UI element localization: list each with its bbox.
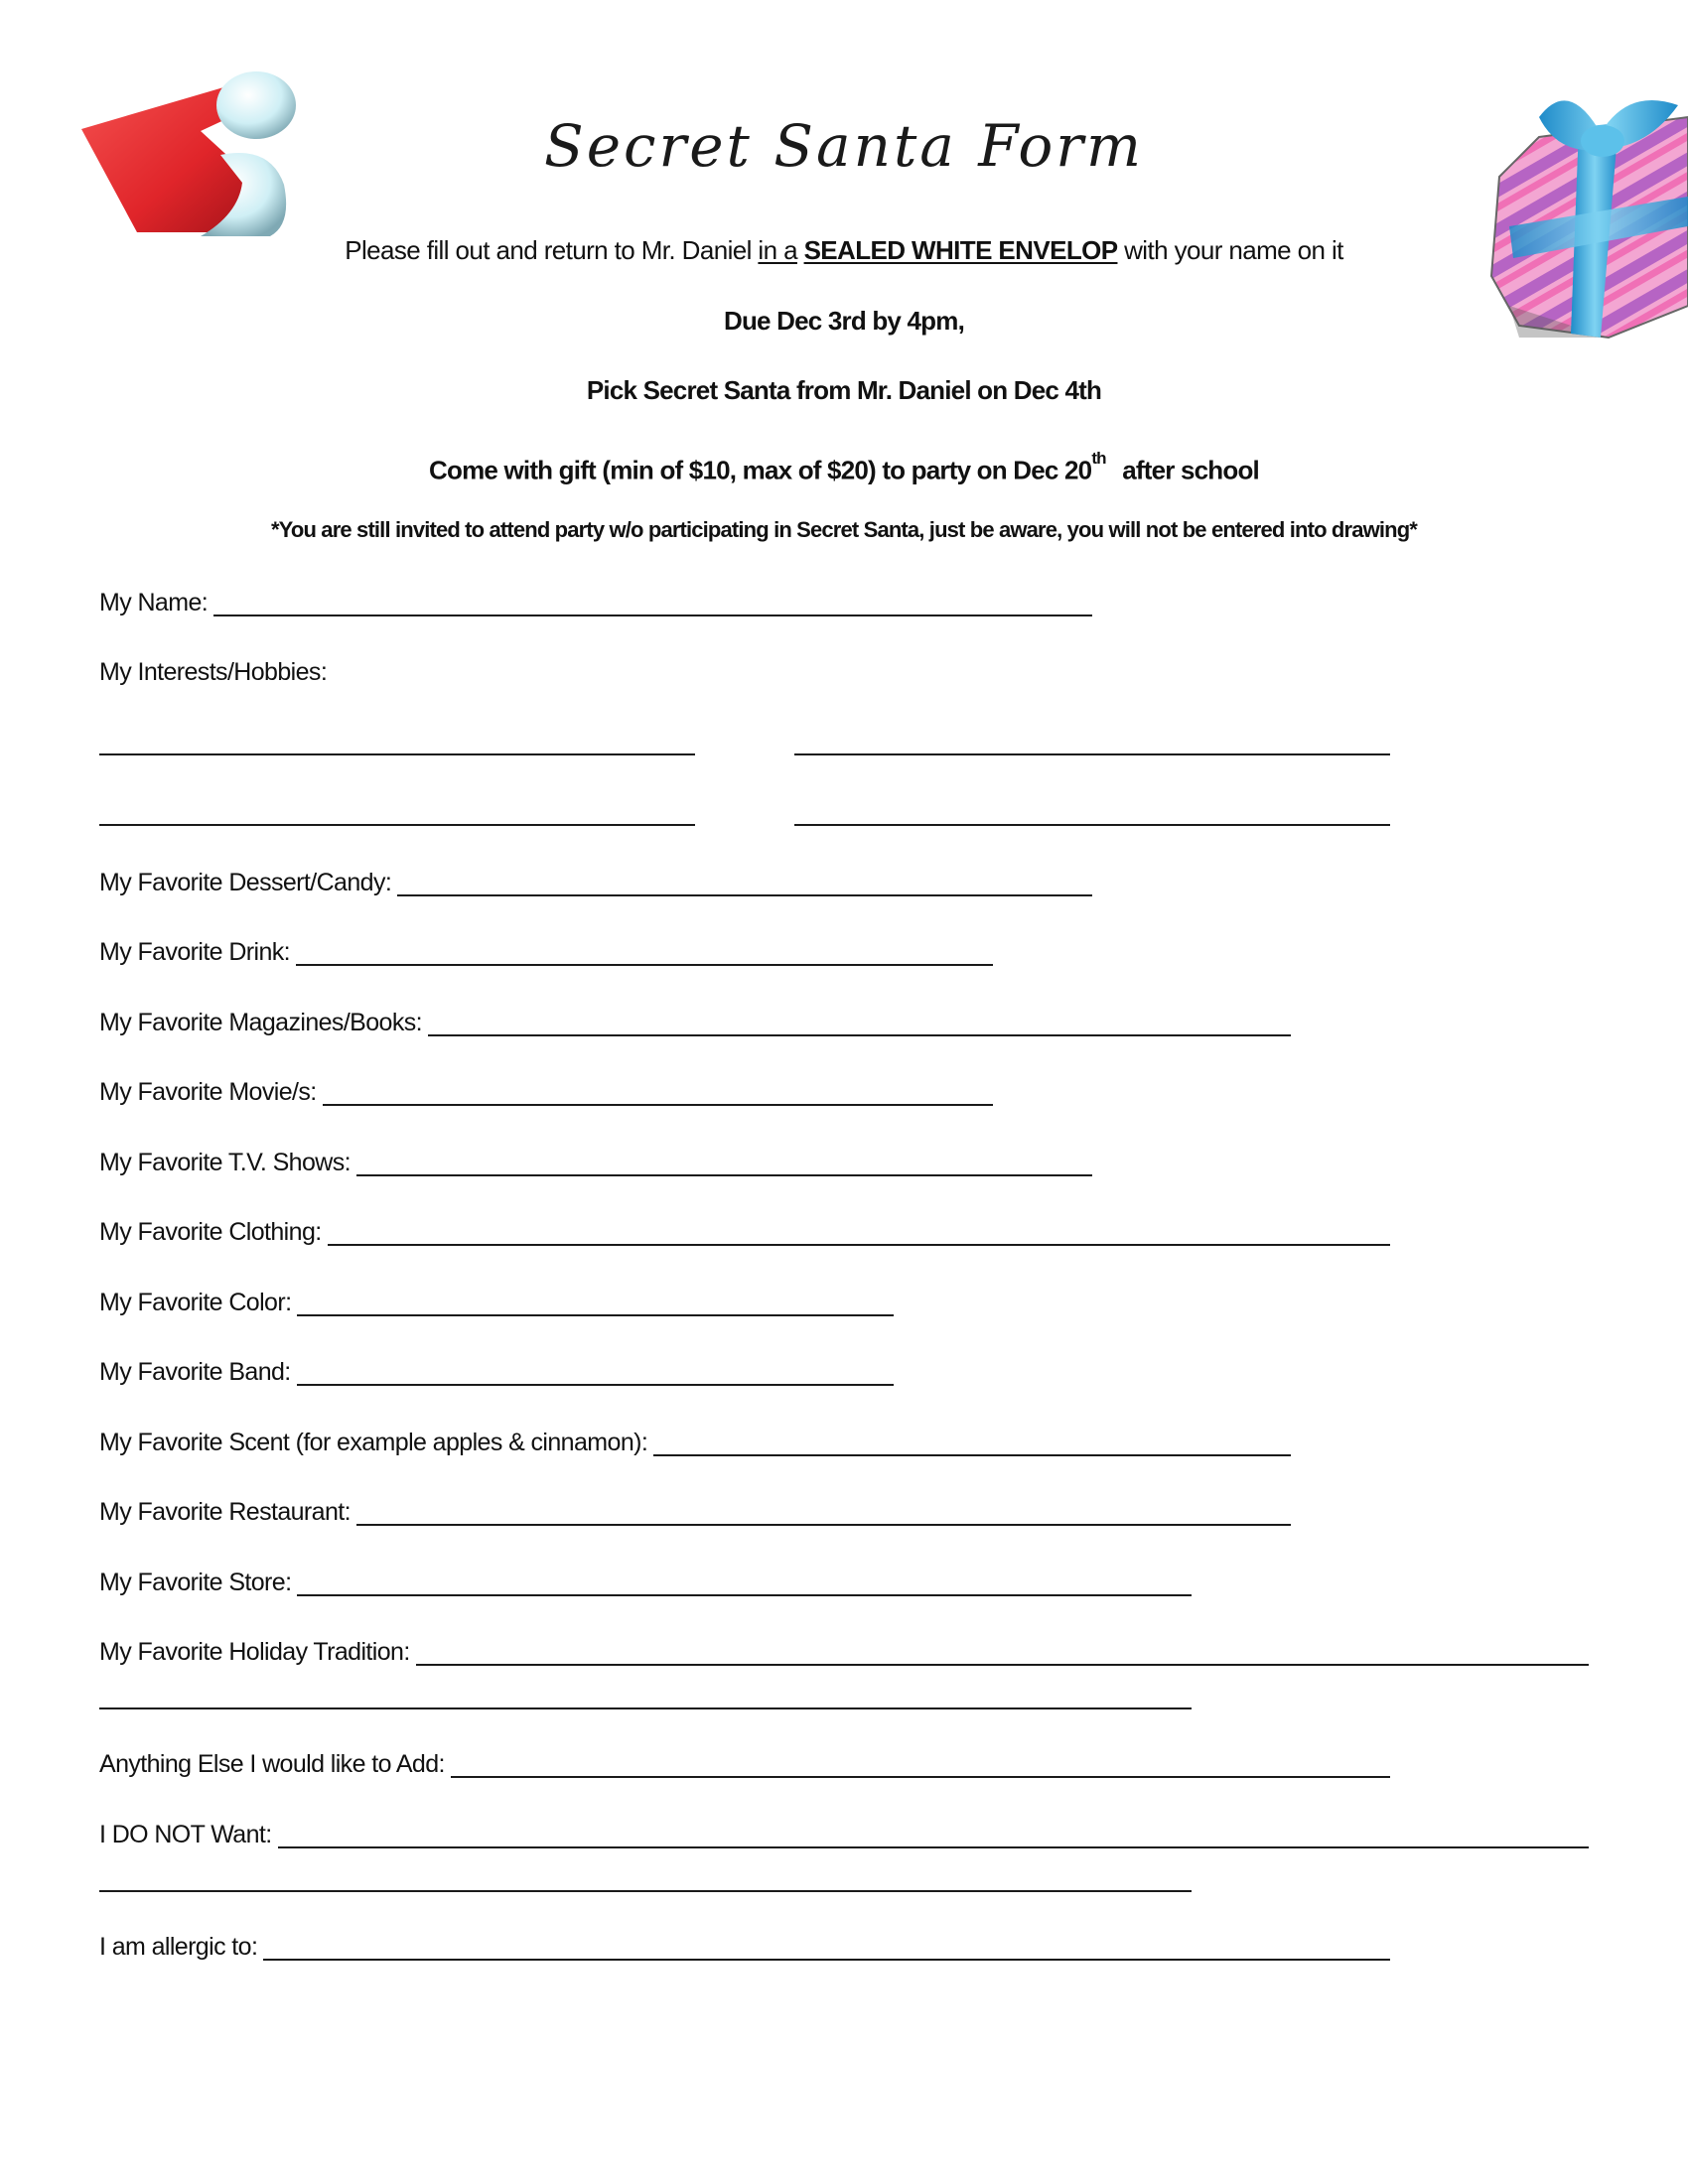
holiday-input[interactable] — [416, 1664, 1589, 1666]
field-magazines-label: My Favorite Magazines/Books: — [99, 1009, 422, 1036]
interest-input-2[interactable] — [794, 753, 1390, 755]
field-color — [99, 1284, 894, 1317]
instruction-return-text: Please fill out and return to Mr. Daniel — [345, 235, 759, 265]
restaurant-input[interactable] — [356, 1524, 1291, 1526]
field-scent — [99, 1424, 1291, 1457]
field-anything-else-label: Anything Else I would like to Add: — [99, 1750, 445, 1778]
instruction-gift-text: Come with gift (min of $10, max of $20) to party on Dec 20 — [429, 455, 1092, 485]
field-holiday-label: My Favorite Holiday Tradition: — [99, 1638, 410, 1666]
movies-input[interactable] — [323, 1104, 993, 1106]
allergic-input[interactable] — [263, 1959, 1390, 1961]
field-clothing-label: My Favorite Clothing: — [99, 1218, 322, 1246]
do-not-want-input[interactable] — [278, 1846, 1589, 1848]
instruction-due-date: Due Dec 3rd by 4pm, — [724, 306, 964, 336]
field-do-not-want-label: I DO NOT Want: — [99, 1821, 272, 1848]
field-movies — [99, 1073, 993, 1107]
field-band — [99, 1353, 894, 1387]
field-interests-label: My Interests/Hobbies: — [99, 658, 328, 686]
field-do-not-want — [99, 1816, 1589, 1849]
holiday-input-continued[interactable] — [99, 1707, 1192, 1709]
instruction-pick-date: Pick Secret Santa from Mr. Daniel on Dec 4th — [586, 375, 1102, 405]
instruction-space — [797, 235, 804, 265]
instruction-sealed-envelope: SEALED WHITE ENVELOP — [803, 235, 1118, 265]
anything-else-input[interactable] — [451, 1776, 1390, 1778]
interest-input-1[interactable] — [99, 753, 695, 755]
do-not-want-input-continued[interactable] — [99, 1890, 1192, 1892]
dessert-input[interactable] — [397, 894, 1092, 896]
instruction-gift-sup: th — [1091, 449, 1106, 468]
field-anything-else — [99, 1745, 1390, 1779]
interest-input-3[interactable] — [99, 824, 695, 826]
instruction-return-post: with your name on it — [1117, 235, 1343, 265]
instruction-in-a: in a — [758, 235, 797, 265]
store-input[interactable] — [297, 1594, 1192, 1596]
field-tv-label: My Favorite T.V. Shows: — [99, 1149, 351, 1176]
instruction-gift-party — [0, 449, 1688, 486]
field-allergic-label: I am allergic to: — [99, 1933, 258, 1961]
field-holiday — [99, 1633, 1589, 1667]
field-movies-label: My Favorite Movie/s: — [99, 1078, 317, 1106]
clothing-input[interactable] — [328, 1244, 1390, 1246]
instruction-gift-post: after school — [1115, 455, 1259, 485]
field-restaurant — [99, 1493, 1291, 1527]
field-scent-label: My Favorite Scent (for example apples & cinnamon): — [99, 1429, 648, 1456]
field-clothing — [99, 1213, 1390, 1247]
field-name-label: My Name: — [99, 589, 209, 616]
field-store — [99, 1564, 1192, 1597]
drink-input[interactable] — [296, 964, 993, 966]
field-magazines — [99, 1004, 1291, 1037]
field-restaurant-label: My Favorite Restaurant: — [99, 1498, 351, 1526]
field-dessert-label: My Favorite Dessert/Candy: — [99, 869, 392, 896]
field-tv — [99, 1144, 1092, 1177]
instruction-note: *You are still invited to attend party w/o participating in Secret Santa, just be aware, you will not be entered into drawing* — [270, 517, 1418, 542]
field-drink — [99, 933, 993, 967]
magazines-input[interactable] — [428, 1034, 1291, 1036]
field-band-label: My Favorite Band: — [99, 1358, 291, 1386]
instruction-return — [0, 234, 1688, 266]
scent-input[interactable] — [653, 1454, 1291, 1456]
field-store-label: My Favorite Store: — [99, 1569, 292, 1596]
band-input[interactable] — [297, 1384, 894, 1386]
field-dessert — [99, 864, 1092, 897]
field-drink-label: My Favorite Drink: — [99, 938, 291, 966]
tv-input[interactable] — [356, 1174, 1092, 1176]
name-input[interactable] — [213, 614, 1092, 616]
field-allergic — [99, 1928, 1390, 1962]
interest-input-4[interactable] — [794, 824, 1390, 826]
field-interests — [99, 653, 695, 687]
color-input[interactable] — [297, 1314, 894, 1316]
page-title: Secret Santa Form — [543, 112, 1145, 180]
field-name — [99, 584, 1092, 617]
field-color-label: My Favorite Color: — [99, 1289, 292, 1316]
